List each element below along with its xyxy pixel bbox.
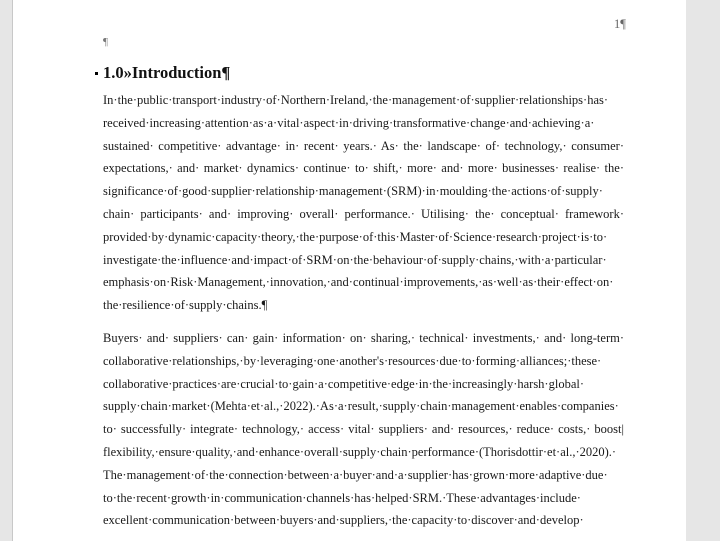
text-line[interactable]: emphasis·on·Risk·Management,·innovation,·and·continual·improvements,·as·well·as·their·effect·on· <box>103 275 614 290</box>
text-line[interactable]: Buyers· and· suppliers· can· gain· information· on· sharing,· technical· investments,· and· long-term· <box>103 331 624 345</box>
heading-bullet-marker <box>95 72 98 75</box>
text-line[interactable]: to·the·recent·growth·in·communication·channels·has·helped·SRM.·These·advantages·include· <box>103 490 581 505</box>
text-line[interactable]: flexibility,·ensure·quality,·and·enhance·overall·supply·chain·performance·(Thorisdottir·et·al.,·2020).· <box>103 444 617 459</box>
text-line[interactable]: chain· participants· and· improving· overall· performance.· Utilising· the· conceptual· framework· <box>103 206 624 221</box>
text-line[interactable]: expectations,· and· market· dynamics· continue· to· shift,· more· and· more· businesses· realise· the· <box>103 161 624 176</box>
text-line[interactable]: The·management·of·the·connection·between·a·buyer·and·a·supplier·has·grown·more·adaptive·due· <box>103 467 608 482</box>
paragraph-1[interactable] <box>103 89 624 317</box>
text-line[interactable]: supply·chain·market·(Mehta·et·al.,·2022).·As·a·result,·supply·chain·management·enables·companies· <box>103 399 619 414</box>
page-number: 1¶ <box>614 17 626 31</box>
text-line[interactable]: investigate·the·influence·and·impact·of·SRM·on·the·behaviour·of·supply·chains,·with·a·particular· <box>103 252 607 267</box>
text-line[interactable]: received·increasing·attention·as·a·vital·aspect·in·driving·transformative·change·and·achieving·a· <box>103 115 595 130</box>
document-page <box>12 0 688 541</box>
section-heading[interactable]: 1.0»Introduction¶ <box>103 63 231 82</box>
text-line[interactable]: sustained· competitive· advantage· in· recent· years.· As· the· landscape· of· technology,· consumer· <box>103 138 624 153</box>
paragraph-2[interactable] <box>103 327 624 532</box>
text-line[interactable]: collaborative·relationships,·by·leveraging·one·another's·resources·due·to·forming·alliances;·these· <box>103 353 602 368</box>
text-line[interactable]: collaborative·practices·are·crucial·to·gain·a·competitive·edge·in·the·increasingly·harsh·global· <box>103 376 584 391</box>
workspace-background <box>686 0 720 541</box>
text-line[interactable]: the·resilience·of·supply·chains.¶ <box>103 298 268 313</box>
text-line[interactable]: to· successfully· integrate· technology,· access· vital· suppliers· and· resources,· reduce· costs,· boost| <box>103 422 624 437</box>
text-line[interactable]: provided·by·dynamic·capacity·theory,·the·purpose·of·this·Master·of·Science·research·project·is·to· <box>103 229 608 244</box>
text-line[interactable]: In·the·public·transport·industry·of·Northern·Ireland,·the·management·of·supplier·relationships·has· <box>103 93 609 107</box>
text-line[interactable]: significance·of·good·supplier·relationship·management·(SRM)·in·moulding·the·actions·of·supply· <box>103 184 603 199</box>
empty-paragraph-mark: ¶ <box>103 36 108 48</box>
text-line[interactable]: excellent·communication·between·buyers·and·suppliers,·the·capacity·to·discover·and·develop· <box>103 513 584 528</box>
